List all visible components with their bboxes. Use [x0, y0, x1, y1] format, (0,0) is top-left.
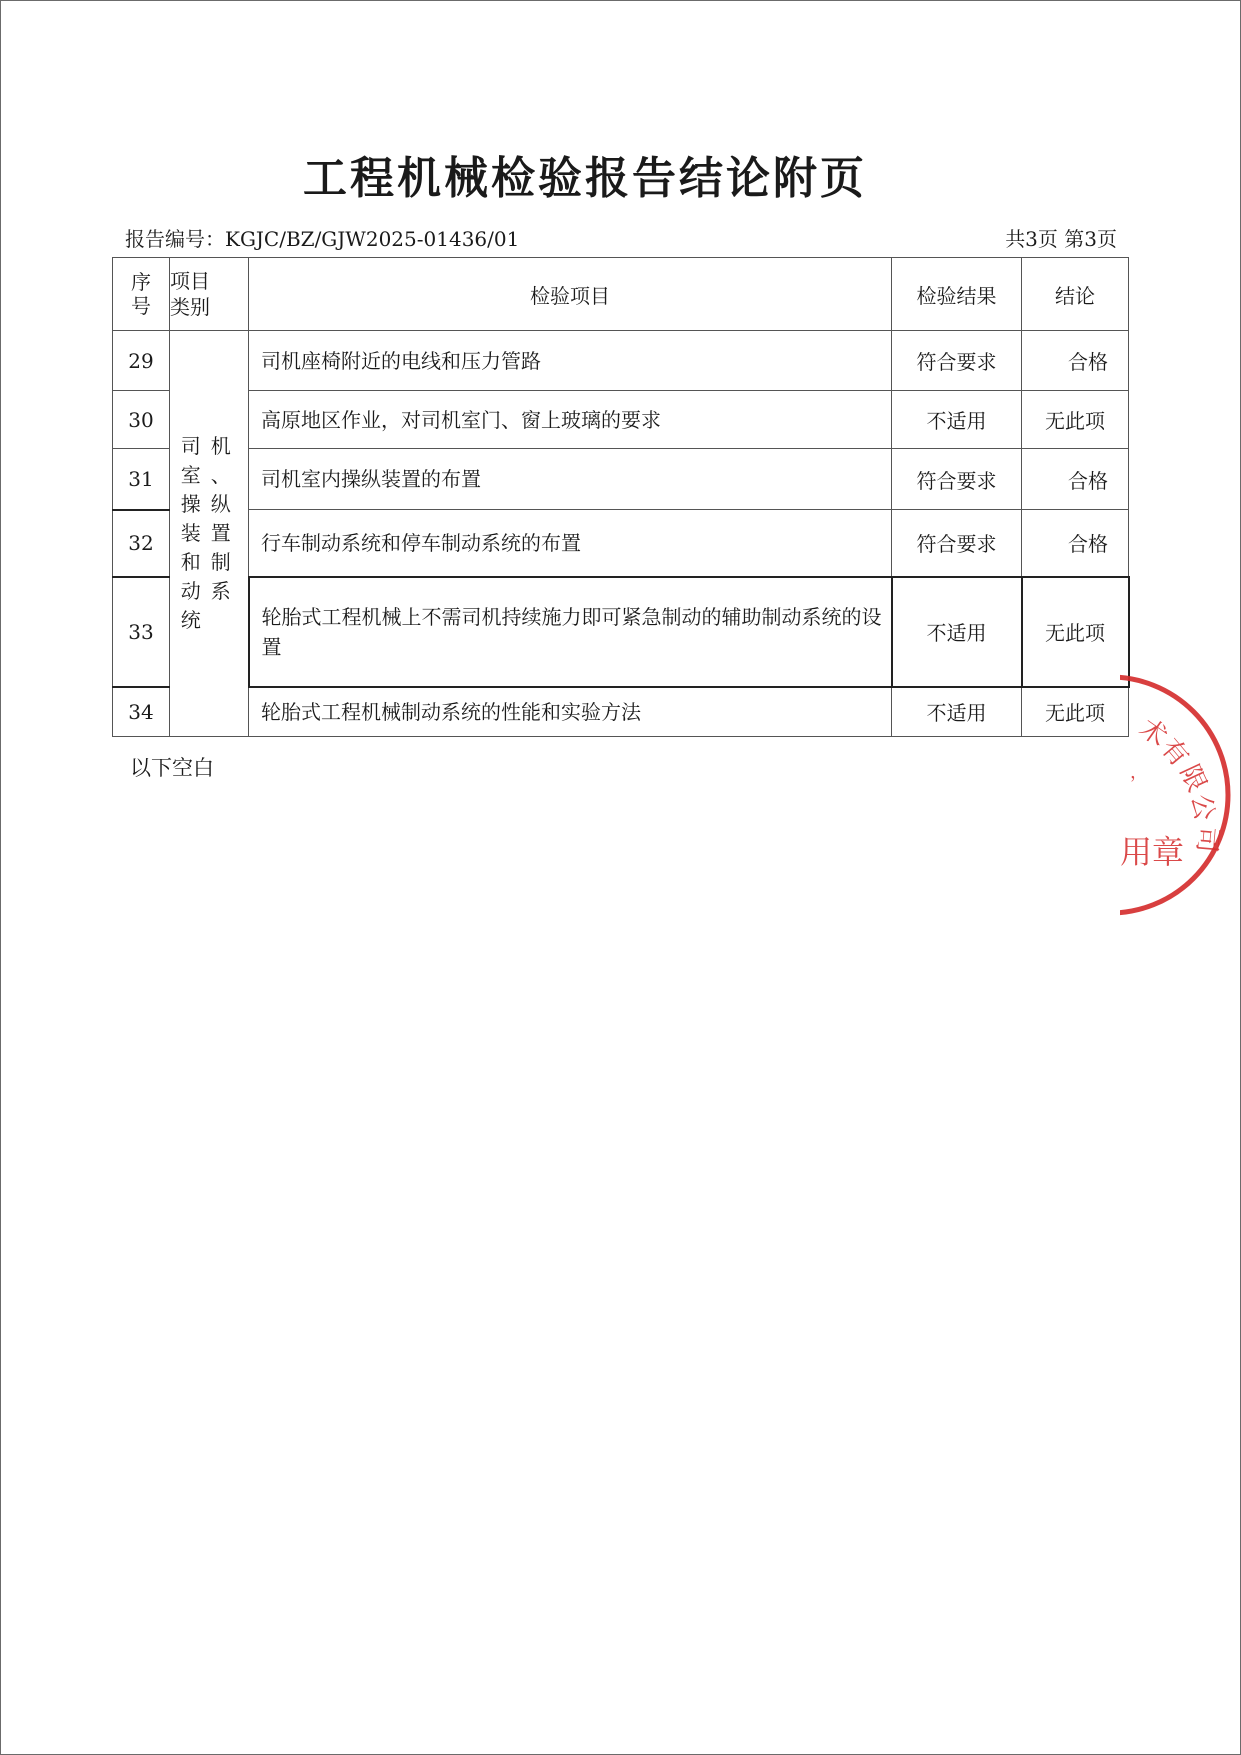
- row-conclusion: 无此项: [1022, 577, 1129, 687]
- svg-text:公: 公: [1185, 792, 1220, 823]
- row-result: 符合要求: [892, 449, 1022, 510]
- inspection-table: [112, 257, 1130, 737]
- row-item: 轮胎式工程机械上不需司机持续施力即可紧急制动的辅助制动系统的设置: [249, 577, 892, 687]
- svg-text:用: 用: [1120, 833, 1153, 871]
- header-category: [170, 258, 249, 331]
- svg-text:，: ，: [1130, 762, 1148, 783]
- company-seal-stamp: [1120, 670, 1241, 920]
- table-row: [113, 391, 1129, 449]
- header-seq-label: 序号: [131, 270, 151, 318]
- row-seq: 33: [113, 577, 170, 687]
- row-conclusion: 无此项: [1022, 391, 1129, 449]
- row-seq: 32: [113, 510, 170, 577]
- row-result: 符合要求: [892, 510, 1022, 577]
- row-item: 高原地区作业，对司机室门、窗上玻璃的要求: [249, 391, 892, 449]
- row-conclusion: 合格: [1022, 449, 1129, 510]
- table-row: [113, 687, 1129, 737]
- category-label: 司机室、操纵装置和制动系统: [180, 434, 237, 632]
- header-category-label: 项目类别: [170, 269, 210, 319]
- header-seq: [113, 258, 170, 331]
- svg-text:术: 术: [1133, 713, 1173, 753]
- row-item: 轮胎式工程机械制动系统的性能和实验方法: [249, 687, 892, 737]
- row-item: 司机室内操纵装置的布置: [249, 449, 892, 510]
- row-conclusion: 合格: [1022, 331, 1129, 391]
- svg-text:章: 章: [1152, 833, 1185, 871]
- row-item: 司机座椅附近的电线和压力管路: [249, 331, 892, 391]
- row-seq: 30: [113, 391, 170, 449]
- row-conclusion: 无此项: [1022, 687, 1129, 737]
- table-row: [113, 331, 1129, 391]
- row-item: 行车制动系统和停车制动系统的布置: [249, 510, 892, 577]
- row-result: 不适用: [892, 687, 1022, 737]
- row-seq: 29: [113, 331, 170, 391]
- table-row: [113, 449, 1129, 510]
- row-seq: 31: [113, 449, 170, 510]
- table-header-row: [113, 258, 1129, 331]
- header-item: 检验项目: [249, 258, 892, 331]
- row-result: 不适用: [892, 391, 1022, 449]
- row-result: 符合要求: [892, 331, 1022, 391]
- category-cell: [170, 331, 249, 737]
- table-row: [113, 510, 1129, 577]
- svg-text:限: 限: [1173, 760, 1212, 797]
- table-row: [113, 577, 1129, 687]
- row-conclusion: 合格: [1022, 510, 1129, 577]
- row-result: 不适用: [892, 577, 1022, 687]
- header-result: 检验结果: [892, 258, 1022, 331]
- header-conclusion: 结论: [1022, 258, 1129, 331]
- svg-text:有: 有: [1154, 733, 1195, 773]
- svg-text:司: 司: [1190, 825, 1223, 854]
- row-seq: 34: [113, 687, 170, 737]
- blank-below-note: 以下空白: [130, 756, 214, 780]
- report-number: 报告编号：KGJC/BZ/GJW2025-01436/01: [125, 227, 520, 251]
- page-title: 工程机械检验报告结论附页: [303, 153, 867, 204]
- page-count: 共3页 第3页: [1005, 227, 1117, 251]
